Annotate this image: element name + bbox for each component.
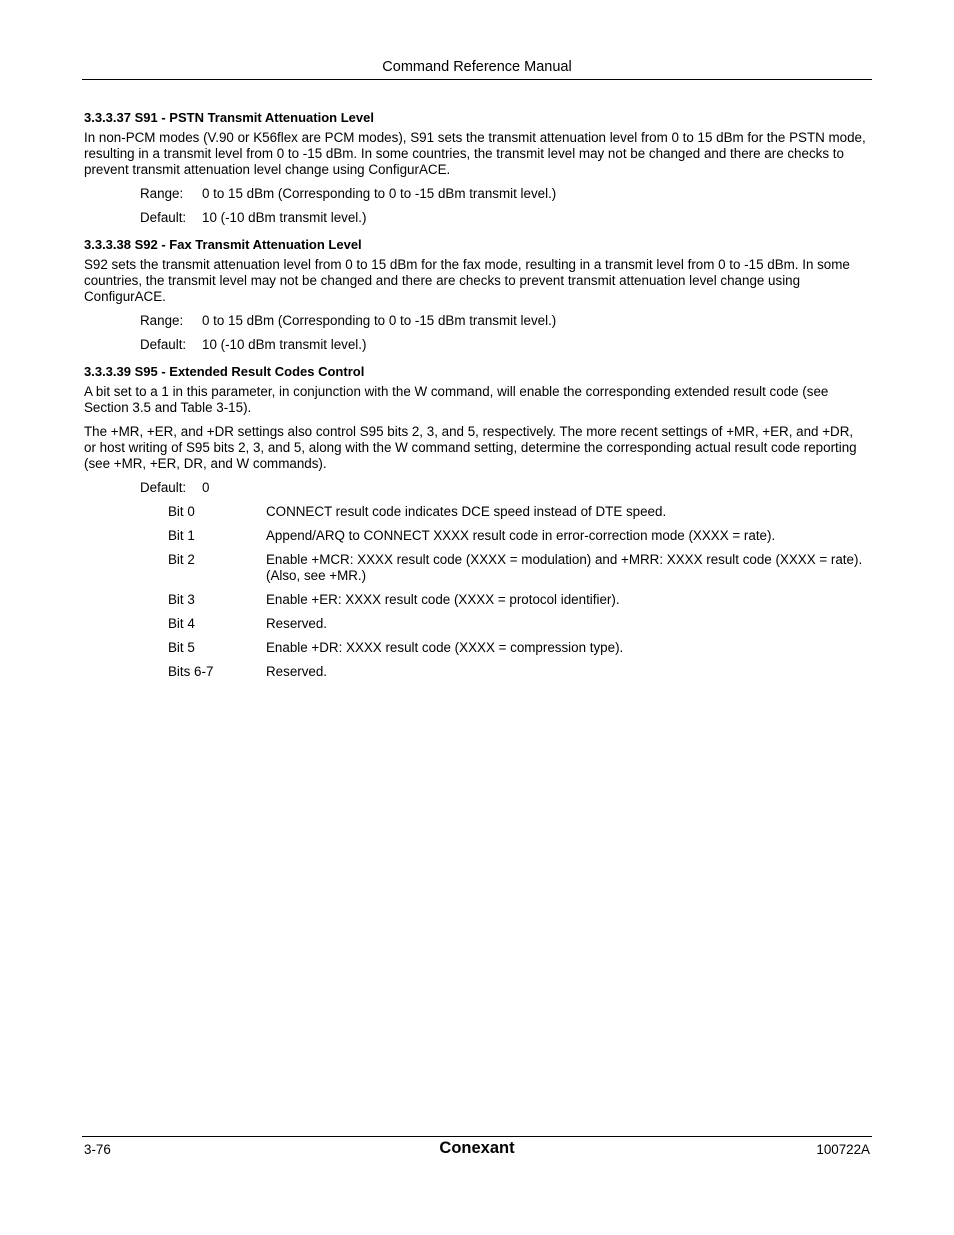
bit-description: Enable +DR: XXXX result code (XXXX = compression type).: [266, 640, 624, 655]
page-header-title: Command Reference Manual: [382, 59, 572, 75]
bit-row: [168, 528, 868, 544]
range-row: [140, 186, 868, 202]
section-paragraph: In non-PCM modes (V.90 or K56flex are PCM modes), S91 sets the transmit attenuation level from 0 to 15 dBm for the PSTN mode, resulting in a transmit level from 0 to -15 dBm. In some countries, the transmit level may not be changed and there are checks to prevent transmit attenuation level change using ConfigurACE.: [84, 130, 866, 177]
range-row: [140, 313, 868, 329]
section-heading: 3.3.3.38 S92 - Fax Transmit Attenuation Level: [84, 237, 362, 252]
range-label: Range:: [140, 186, 184, 201]
bit-row: [168, 592, 868, 608]
default-label: Default:: [140, 480, 187, 495]
section-paragraph: A bit set to a 1 in this parameter, in conjunction with the W command, will enable the corresponding extended result code (see Section 3.5 and Table 3-15).: [84, 384, 829, 415]
bit-description: Enable +MCR: XXXX result code (XXXX = modulation) and +MRR: XXXX result code (XXXX = rate). (Also, see +MR.): [266, 552, 863, 583]
company-name: Conexant: [439, 1139, 515, 1157]
default-value: 10 (-10 dBm transmit level.): [202, 210, 367, 225]
range-label: Range:: [140, 313, 184, 328]
bit-row: [168, 552, 868, 584]
bit-name: Bit 0: [168, 504, 195, 519]
section-paragraph: The +MR, +ER, and +DR settings also control S95 bits 2, 3, and 5, respectively. The more recent settings of +MR, +ER, and +DR, or host writing of S95 bits 2, 3, and 5, along with the W command setting, determine the corresponding actual result code reporting (see +MR, +ER, DR, and W commands).: [84, 424, 857, 471]
default-row: [140, 210, 868, 226]
section-s95: [84, 364, 868, 680]
bit-description: Reserved.: [266, 616, 328, 631]
bit-name: Bit 1: [168, 528, 195, 543]
bit-name: Bit 3: [168, 592, 195, 607]
bit-row: [168, 664, 868, 680]
bit-description: Append/ARQ to CONNECT XXXX result code in error-correction mode (XXXX = rate).: [266, 528, 776, 543]
page-number: 3-76: [84, 1142, 111, 1157]
bit-description: CONNECT result code indicates DCE speed instead of DTE speed.: [266, 504, 667, 519]
page-content: [84, 110, 868, 691]
bit-description: Reserved.: [266, 664, 328, 679]
bit-row: [168, 616, 868, 632]
bit-list: [168, 504, 868, 680]
section-heading: 3.3.3.37 S91 - PSTN Transmit Attenuation Level: [84, 110, 374, 125]
footer-rule: [82, 1136, 872, 1137]
section-s91: [84, 110, 868, 226]
default-row: [140, 337, 868, 353]
section-s92: [84, 237, 868, 353]
bit-name: Bit 2: [168, 552, 195, 567]
default-row: [140, 480, 868, 496]
bit-name: Bit 5: [168, 640, 195, 655]
bit-description: Enable +ER: XXXX result code (XXXX = protocol identifier).: [266, 592, 620, 607]
document-number: 100722A: [816, 1142, 870, 1157]
range-value: 0 to 15 dBm (Corresponding to 0 to -15 dBm transmit level.): [202, 186, 557, 201]
bit-name: Bits 6-7: [168, 664, 214, 679]
default-value: 10 (-10 dBm transmit level.): [202, 337, 367, 352]
section-paragraph: S92 sets the transmit attenuation level from 0 to 15 dBm for the fax mode, resulting in a transmit level from 0 to -15 dBm. In some countries, the transmit level may not be changed and there are checks to prevent transmit attenuation level change using ConfigurACE.: [84, 257, 850, 304]
default-value: 0: [202, 480, 210, 495]
header-rule: [82, 79, 872, 80]
default-label: Default:: [140, 210, 187, 225]
section-heading: 3.3.3.39 S95 - Extended Result Codes Control: [84, 364, 365, 379]
bit-row: [168, 640, 868, 656]
bit-name: Bit 4: [168, 616, 195, 631]
range-value: 0 to 15 dBm (Corresponding to 0 to -15 dBm transmit level.): [202, 313, 557, 328]
bit-row: [168, 504, 868, 520]
default-label: Default:: [140, 337, 187, 352]
